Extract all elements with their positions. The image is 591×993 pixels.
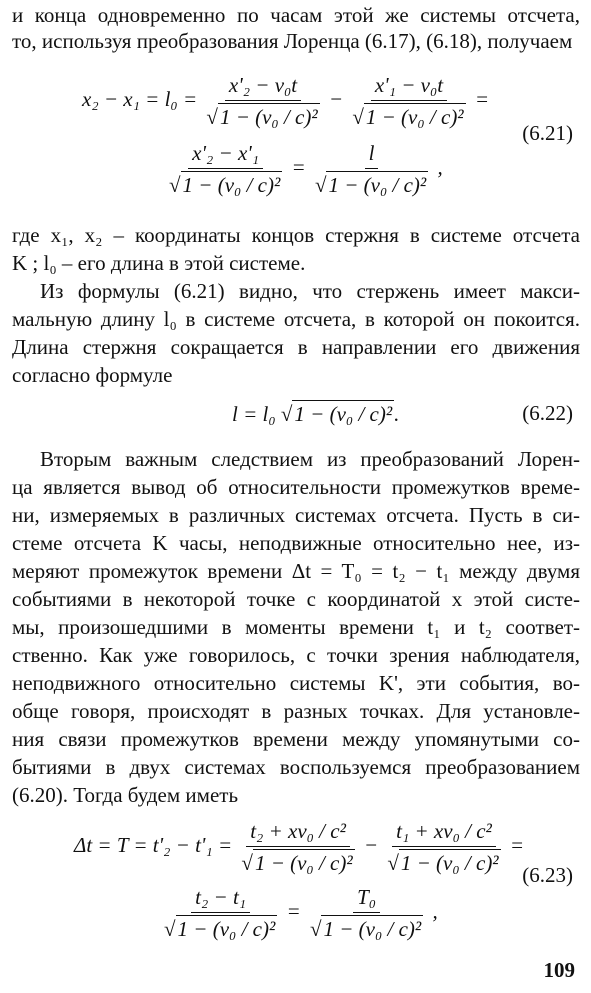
sqrt-icon: √	[387, 851, 399, 875]
text-line: и конца одновременно по часам этой же системы отсчета,	[12, 3, 580, 27]
numerator: T₀	[353, 884, 380, 913]
sqrt-icon: √	[309, 917, 322, 941]
numerator: t₁ + xv₀ / c²	[392, 818, 496, 847]
sqrt-icon: √	[206, 105, 218, 129]
radicand: 1 − (v₀ / c)²	[254, 851, 353, 875]
equation-number: (6.23)	[522, 863, 573, 887]
eq-lhs: Δt = T = t'₂ − t'₁ =	[74, 832, 233, 857]
radicand: 1 − (v₀ / c)²	[182, 173, 281, 197]
radicand: 1 − (v₀ / c)²	[400, 851, 499, 875]
punctuation: ,	[432, 898, 438, 923]
text-line: меряют промежуток времени Δt = T₀ = t₂ − t₁ между двумя	[12, 559, 580, 583]
numerator: t₂ − t₁	[191, 884, 250, 913]
numerator: x'₂ − x'₁	[188, 140, 263, 169]
radicand: 1 − (v₀ / c)²	[219, 105, 318, 129]
text-line: то, используя преобразования Лоренца (6.17), (6.18), получаем	[12, 29, 573, 53]
operator: =	[286, 898, 301, 923]
eq-lhs: x₂ − x₁ = l₀ =	[82, 86, 198, 111]
fraction	[206, 72, 319, 130]
text-line: Из формулы (6.21) видно, что стержень имеет макси-	[40, 279, 580, 303]
equation-6-22	[232, 400, 399, 427]
text-line: неподвижного относительно системы K', эти события, во-	[12, 671, 580, 695]
text-line: (6.20). Тогда будем иметь	[12, 783, 239, 807]
numerator: x'₁ − v₀t	[371, 72, 447, 101]
punctuation: ,	[437, 154, 443, 179]
equation-6-21-row2	[165, 140, 443, 198]
text-line: Длина стержня сокращается в направлении его движения	[12, 335, 580, 359]
equation-6-21-row1	[82, 72, 489, 130]
text-line: событиями в некоторой точке с координатой x этой систе-	[12, 587, 580, 611]
denominator	[310, 913, 423, 942]
text-line: обще говоря, происходят в разных точках. Для установле-	[12, 699, 580, 723]
denominator	[169, 169, 282, 198]
text-line: бытиями в двух системах воспользуемся преобразованием	[12, 755, 580, 779]
sqrt-icon: √	[352, 105, 364, 129]
fraction	[315, 140, 428, 198]
radicand: 1 − (v₀ / c)²	[328, 173, 427, 197]
radicand: 1 − (v₀ / c)²	[323, 917, 422, 941]
numerator: t₂ + xv₀ / c²	[246, 818, 350, 847]
equation-number: (6.21)	[522, 121, 573, 145]
operator: =	[291, 154, 306, 179]
sqrt-icon: √	[164, 917, 176, 941]
denominator	[206, 101, 319, 130]
text-line: где x₁, x₂ – координаты концов стержня в системе отсчета	[12, 223, 580, 247]
denominator	[352, 101, 465, 130]
punctuation: .	[394, 402, 400, 426]
denominator	[315, 169, 428, 198]
operator: −	[363, 832, 379, 857]
text-line: согласно формуле	[12, 363, 173, 387]
fraction	[169, 140, 282, 198]
operator: =	[474, 86, 490, 111]
numerator: x'₂ − v₀t	[225, 72, 301, 101]
fraction	[164, 884, 277, 942]
eq-lhs: l = l₀	[232, 402, 276, 426]
fraction	[241, 818, 354, 876]
text-line: ния связи промежутков времени между упомянутыми со-	[12, 727, 580, 751]
text-line: ца является вывод об относительности промежутков време-	[12, 475, 580, 499]
sqrt-icon: √	[241, 851, 253, 875]
radicand: 1 − (v₀ / c)²	[294, 402, 393, 426]
sqrt-icon: √	[169, 173, 181, 197]
radicand: 1 − (v₀ / c)²	[365, 105, 464, 129]
operator: =	[509, 832, 525, 857]
equation-number: (6.22)	[522, 401, 573, 425]
text-line: ни, измеряемых в различных системах отсчета. Пусть в си-	[12, 503, 580, 527]
equation-6-23-row1	[74, 818, 524, 876]
radicand: 1 − (v₀ / c)²	[177, 917, 276, 941]
text-line: Вторым важным следствием из преобразований Лорен-	[40, 447, 580, 471]
text-line: ственно. Как уже говорилось, с точки зрения наблюдателя,	[12, 643, 580, 667]
text-line: мальную длину l₀ в системе отсчета, в которой он покоится.	[12, 307, 580, 331]
fraction	[352, 72, 465, 130]
sqrt-icon: √	[314, 173, 327, 197]
sqrt-icon: √	[280, 402, 293, 426]
denominator	[241, 847, 354, 876]
denominator	[164, 913, 277, 942]
operator: −	[328, 86, 344, 111]
fraction	[387, 818, 500, 876]
numerator: l	[365, 140, 379, 169]
denominator	[387, 847, 500, 876]
equation-6-23-row2	[160, 884, 438, 942]
page-number: 109	[543, 958, 575, 982]
text-line: стеме отсчета K часы, неподвижные относительно нее, из-	[12, 531, 580, 555]
fraction	[310, 884, 423, 942]
text-line: K ; l₀ – его длина в этой системе.	[12, 251, 306, 275]
text-line: мы, произошедшими в моменты времени t₁ и t₂ соответ-	[12, 615, 580, 639]
